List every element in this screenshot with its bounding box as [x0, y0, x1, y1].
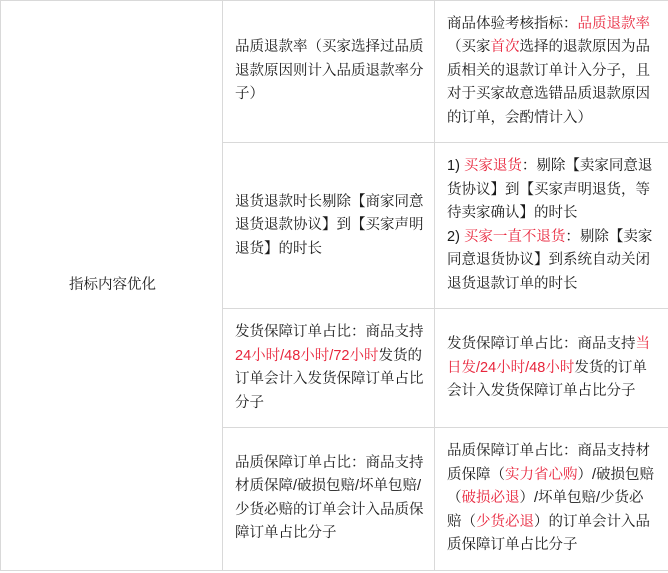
cell-right-2: [435, 309, 668, 428]
cell-right-0-seg-4: 选择的退款原因为品质相关的退款订单计入分子，且对于买家故意选错品质退款原因的订单，会酌情计入）: [447, 39, 650, 126]
cell-middle-2: [223, 309, 435, 428]
cell-right-1-seg-2: ：剔除【卖家同意退货协议】到【买家声明退货，等待卖家确认】的时长: [447, 158, 653, 222]
cell-right-3-seg-6: ）的订单会计入品质保障订单占比分子: [447, 513, 650, 554]
cell-right-0-seg-1: 品质退款率: [577, 16, 650, 32]
cell-right-0-seg-3: 首次: [490, 39, 520, 56]
cell-middle-1-seg-0: 退货退款时长剔除【商家同意退货退款协议】到【买家声明退货】的时长: [235, 193, 424, 257]
row-header-label: 指标内容优化: [1, 1, 223, 571]
cell-right-1-seg-4: 2): [447, 228, 464, 245]
cell-right-1-seg-1: 买家退货: [463, 158, 522, 175]
cell-middle-2-seg-1: 24小时/48小时/72小时: [235, 347, 379, 364]
cell-right-3-seg-3: 破损必退: [461, 490, 520, 507]
cell-right-1-seg-6: ：剔除【卖家同意退货协议】到系统自动关闭退货退款订单的时长: [447, 228, 653, 292]
table-body: [1, 1, 668, 571]
cell-right-0-seg-0: 商品体验考核指标：: [447, 16, 578, 32]
cell-right-3-seg-5: 少货必退: [476, 513, 534, 530]
cell-middle-0-seg-0: 品质退款率（买家选择过品质退款原因则计入品质退款率分子）: [235, 39, 424, 103]
cell-right-3-seg-0: 品质保障订单占比：商品支持材质保障（: [447, 443, 650, 483]
cell-right-1-seg-0: 1): [447, 158, 464, 175]
cell-middle-3: [223, 428, 435, 570]
cell-middle-1: [223, 143, 435, 309]
cell-right-2-seg-0: 发货保障订单占比：商品支持: [447, 336, 636, 353]
cell-right-2-seg-2: 发货的订单会计入发货保障订单占比分子: [447, 359, 647, 400]
cell-right-1: [435, 143, 668, 309]
cell-right-1-seg-5: 买家一直不退货: [463, 228, 566, 245]
cell-right-3: [435, 428, 668, 570]
cell-right-3-seg-1: 实力省心购: [505, 466, 578, 483]
cell-right-0-seg-2: （买家: [447, 39, 491, 56]
cell-right-3-seg-4: ）/坏单包赔/少货必赔（: [447, 490, 644, 530]
cell-right-0: [435, 1, 668, 143]
cell-right-2-seg-1: 当日发/24小时/48小时: [447, 336, 650, 376]
cell-right-3-seg-2: ）/破损包赔（: [447, 466, 655, 507]
cell-middle-2-seg-0: 发货保障订单占比：商品支持: [235, 324, 424, 341]
cell-middle-0: [223, 1, 435, 143]
table-row: [1, 1, 668, 143]
cell-middle-3-seg-0: 品质保障订单占比：商品支持材质保障/破损包赔/坏单包赔/少货必赔的订单会计入品质保障订单占比分子: [235, 455, 424, 542]
cell-middle-2-seg-2: 发货的订单会计入发货保障订单占比分子: [235, 347, 424, 411]
